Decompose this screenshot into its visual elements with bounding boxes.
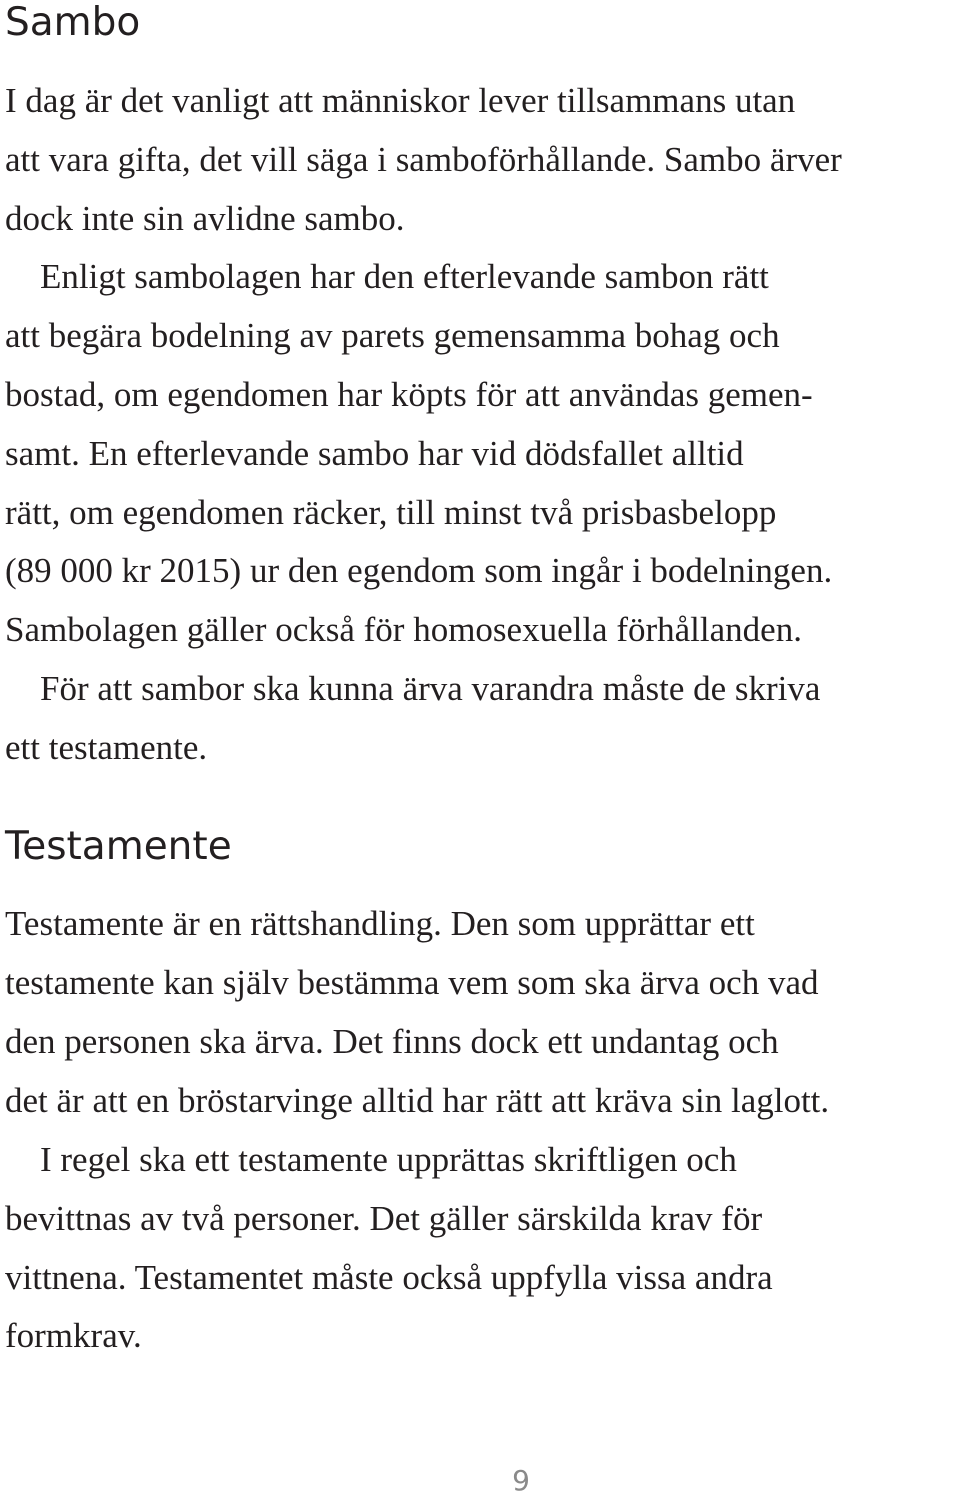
body-line: formkrav.	[5, 1316, 142, 1355]
body-line: Enligt sambolagen har den efterlevande sambon rätt	[40, 257, 769, 296]
body-line: det är att en bröstarvinge alltid har rätt att kräva sin laglott.	[5, 1081, 830, 1120]
section-heading-sambo: Sambo	[5, 0, 141, 45]
body-line: dock inte sin avlidne sambo.	[5, 199, 405, 238]
body-line: samt. En efterlevande sambo har vid dödsfallet alltid	[5, 434, 744, 473]
body-line: den personen ska ärva. Det finns dock ett undantag och	[5, 1022, 779, 1061]
body-line: vittnena. Testamentet måste också uppfylla vissa andra	[5, 1258, 773, 1297]
section-heading-testamente: Testamente	[5, 824, 232, 869]
body-line: testamente kan själv bestämma vem som ska ärva och vad	[5, 963, 819, 1002]
body-line: I dag är det vanligt att människor lever tillsammans utan	[5, 81, 796, 120]
body-line: bostad, om egendomen har köpts för att användas gemen-	[5, 375, 813, 414]
body-line: ett testamente.	[5, 728, 208, 767]
body-line: Testamente är en rättshandling. Den som upprättar ett	[5, 904, 755, 943]
body-line: I regel ska ett testamente upprättas skriftligen och	[40, 1140, 737, 1179]
body-line: att begära bodelning av parets gemensamma bohag och	[5, 316, 780, 355]
body-line: bevittnas av två personer. Det gäller särskilda krav för	[5, 1199, 763, 1238]
page-number: 9	[512, 1464, 530, 1497]
body-line: att vara gifta, det vill säga i samboförhållande. Sambo ärver	[5, 140, 842, 179]
body-line: För att sambor ska kunna ärva varandra måste de skriva	[40, 669, 821, 708]
body-line: (89 000 kr 2015) ur den egendom som ingår i bodelningen.	[5, 551, 833, 590]
body-line: rätt, om egendomen räcker, till minst två prisbasbelopp	[5, 493, 777, 532]
body-line: Sambolagen gäller också för homosexuella förhållanden.	[5, 610, 802, 649]
